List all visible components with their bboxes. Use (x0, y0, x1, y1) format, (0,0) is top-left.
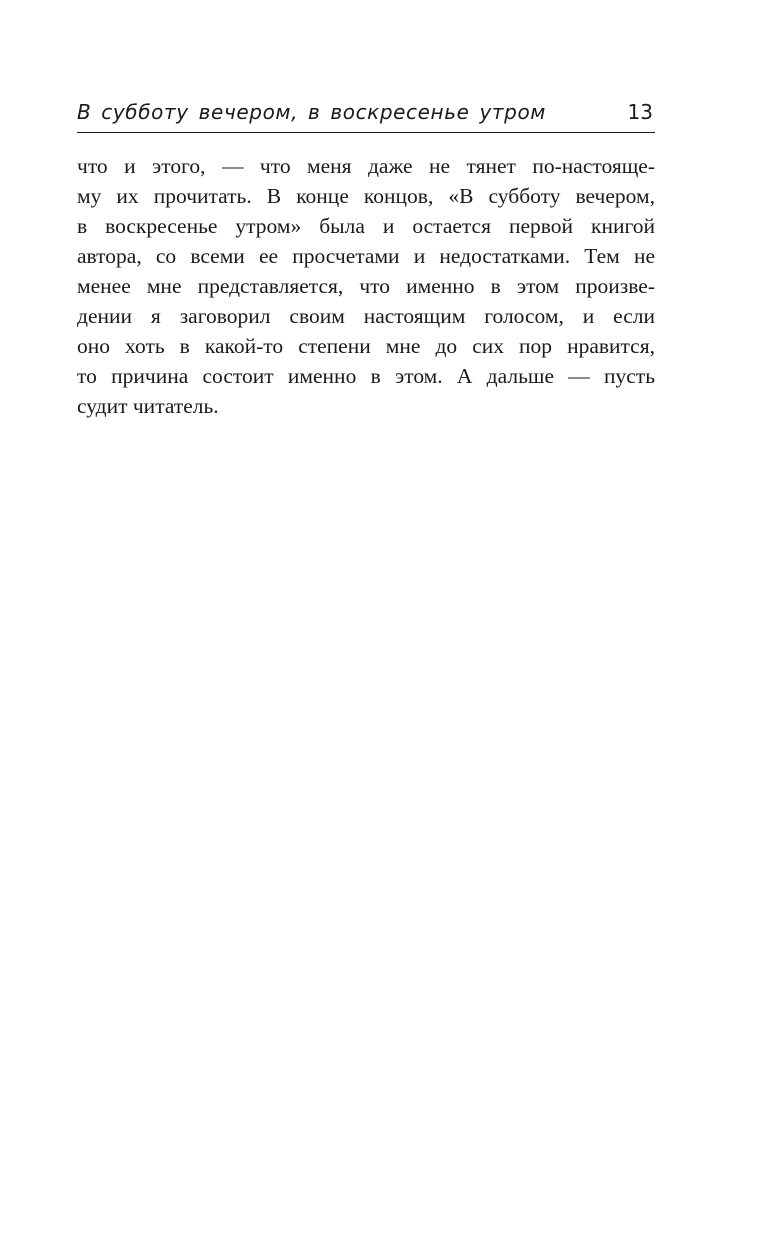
text-line: оно хоть в какой-то степени мне до сих пор нравится, (77, 334, 655, 358)
text-line: в воскресенье утром» была и остается первой книгой (77, 214, 655, 238)
text-line: му их прочитать. В конце концов, «В субботу вечером, (77, 184, 655, 208)
text-line: то причина состоит именно в этом. А дальше — пусть (77, 364, 655, 388)
body-paragraph (77, 151, 655, 421)
page-number: 13 (627, 100, 653, 124)
text-line: менее мне представляется, что именно в этом произве- (77, 274, 655, 298)
text-line: автора, со всеми ее просчетами и недостатками. Тем не (77, 244, 655, 268)
book-page (77, 0, 655, 1241)
text-line: судит читатель. (77, 394, 219, 418)
text-line: дении я заговорил своим настоящим голосом, и если (77, 304, 655, 328)
running-header (77, 98, 655, 133)
text-line: что и этого, — что меня даже не тянет по-настояще- (77, 154, 655, 178)
running-title: В субботу вечером, в воскресенье утром (77, 100, 546, 124)
